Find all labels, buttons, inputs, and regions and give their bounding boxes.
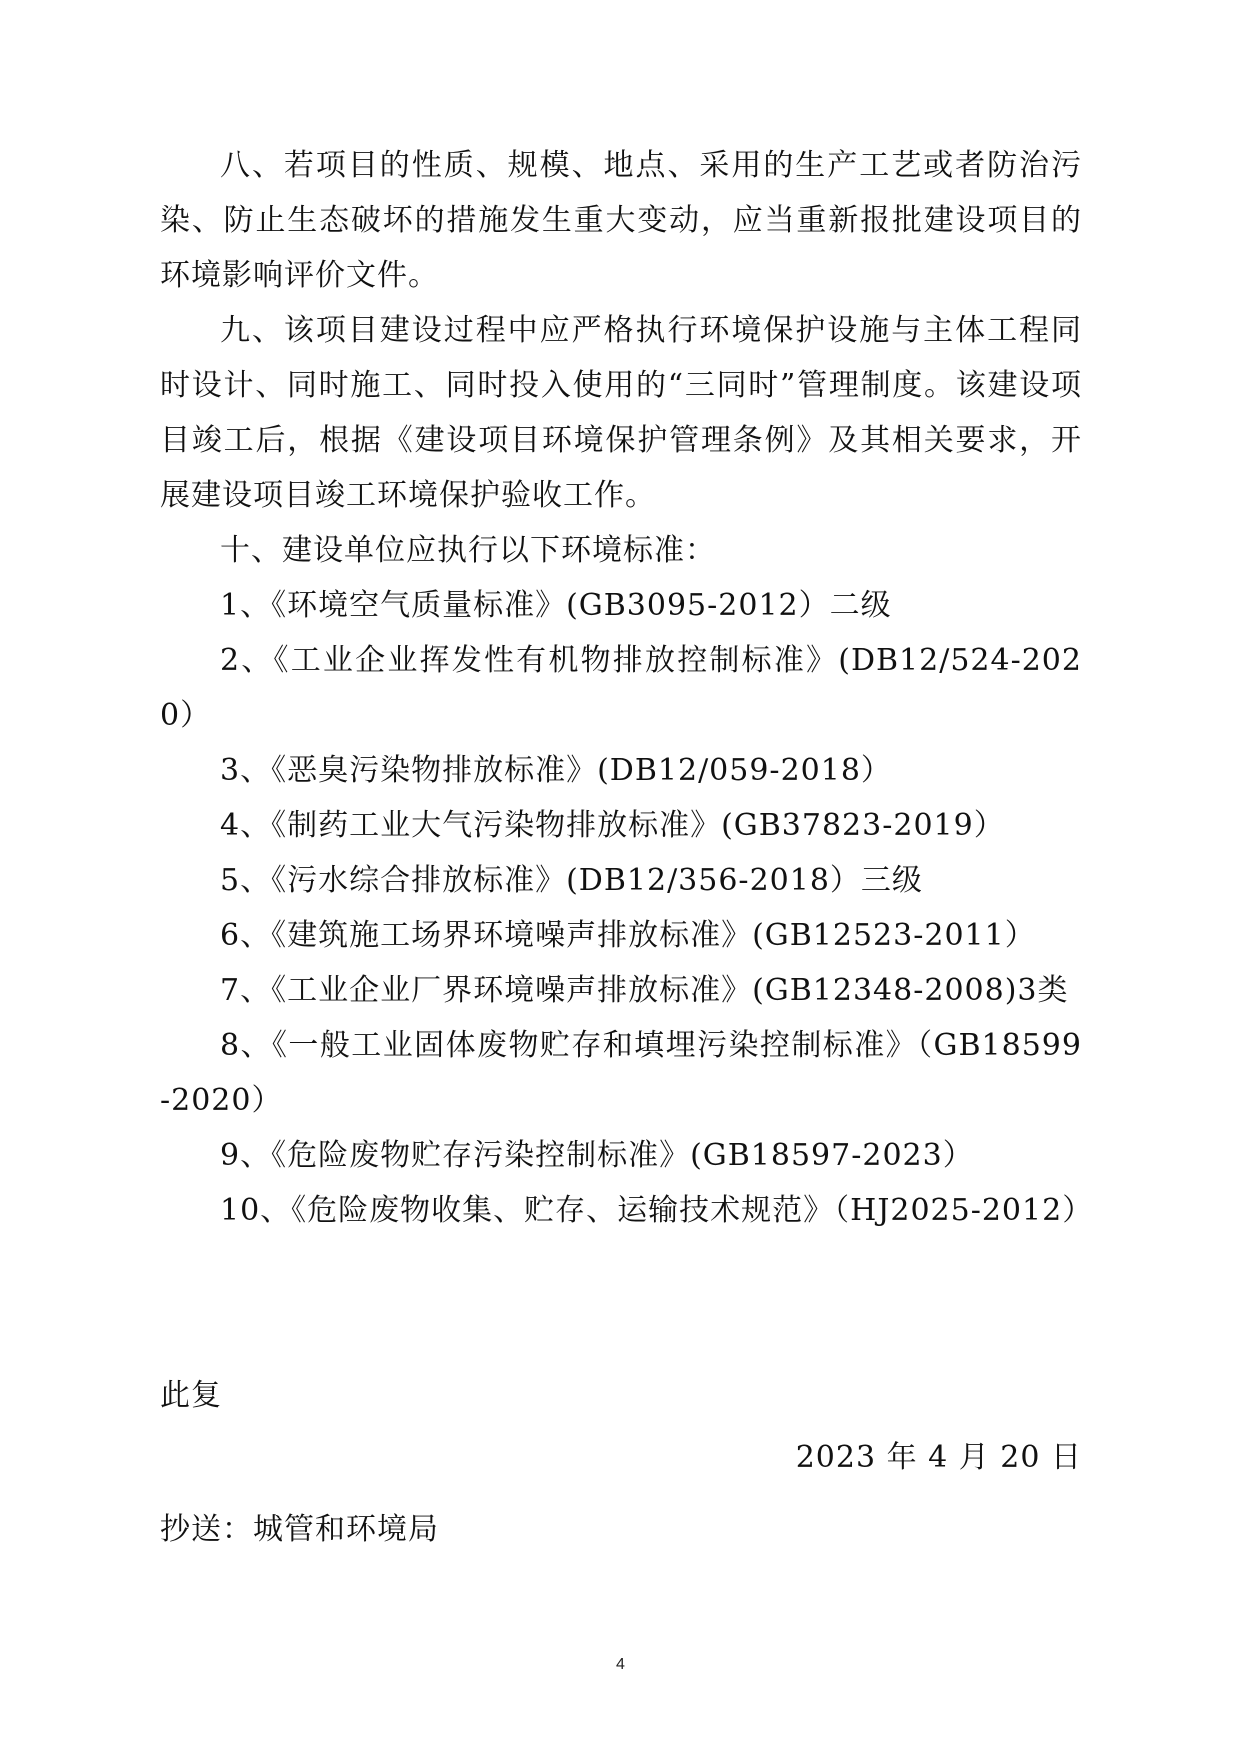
standard-item-6: 6、《建筑施工场界环境噪声排放标准》(GB12523-2011） <box>220 918 1036 953</box>
standard-item-5: 5、《污水综合排放标准》(DB12/356-2018）三级 <box>220 863 923 898</box>
standard-item-8: 8、《一般工业固体废物贮存和填埋污染控制标准》（GB18599-2020） <box>160 1028 1082 1118</box>
standard-item-9: 9、《危险废物贮存污染控制标准》(GB18597-2023） <box>220 1138 974 1173</box>
closing-phrase: 此复 <box>160 1378 222 1413</box>
paragraph-ten: 十、建设单位应执行以下环境标准： <box>220 533 716 568</box>
standard-item-10: 10、《危险废物收集、贮存、运输技术规范》（HJ2025-2012） <box>220 1193 1094 1228</box>
document-body <box>160 138 1094 1238</box>
carbon-copy-recipient: 城管和环境局 <box>253 1512 439 1547</box>
standard-item-4: 4、《制药工业大气污染物排放标准》(GB37823-2019） <box>220 808 1005 843</box>
standard-item-7: 7、《工业企业厂界环境噪声排放标准》(GB12348-2008)3类 <box>220 973 1069 1008</box>
standard-item-3: 3、《恶臭污染物排放标准》(DB12/059-2018） <box>220 753 892 788</box>
carbon-copy-line <box>160 1502 439 1557</box>
standard-item-2: 2、《工业企业挥发性有机物排放控制标准》(DB12/524-2020） <box>160 643 1082 733</box>
page-number: 4 <box>616 1656 625 1673</box>
carbon-copy-label: 抄送： <box>160 1512 253 1547</box>
document-date: 2023 年 4 月 20 日 <box>795 1440 1082 1475</box>
paragraph-eight: 八、若项目的性质、规模、地点、采用的生产工艺或者防治污染、防止生态破坏的措施发生重大变动，应当重新报批建设项目的环境影响评价文件。 <box>160 148 1082 293</box>
paragraph-nine: 九、该项目建设过程中应严格执行环境保护设施与主体工程同时设计、同时施工、同时投入使用的“三同时”管理制度。该建设项目竣工后，根据《建设项目环境保护管理条例》及其相关要求，开展建设项目竣工环境保护验收工作。 <box>160 313 1082 513</box>
standard-item-1: 1、《环境空气质量标准》(GB3095-2012）二级 <box>220 588 892 623</box>
